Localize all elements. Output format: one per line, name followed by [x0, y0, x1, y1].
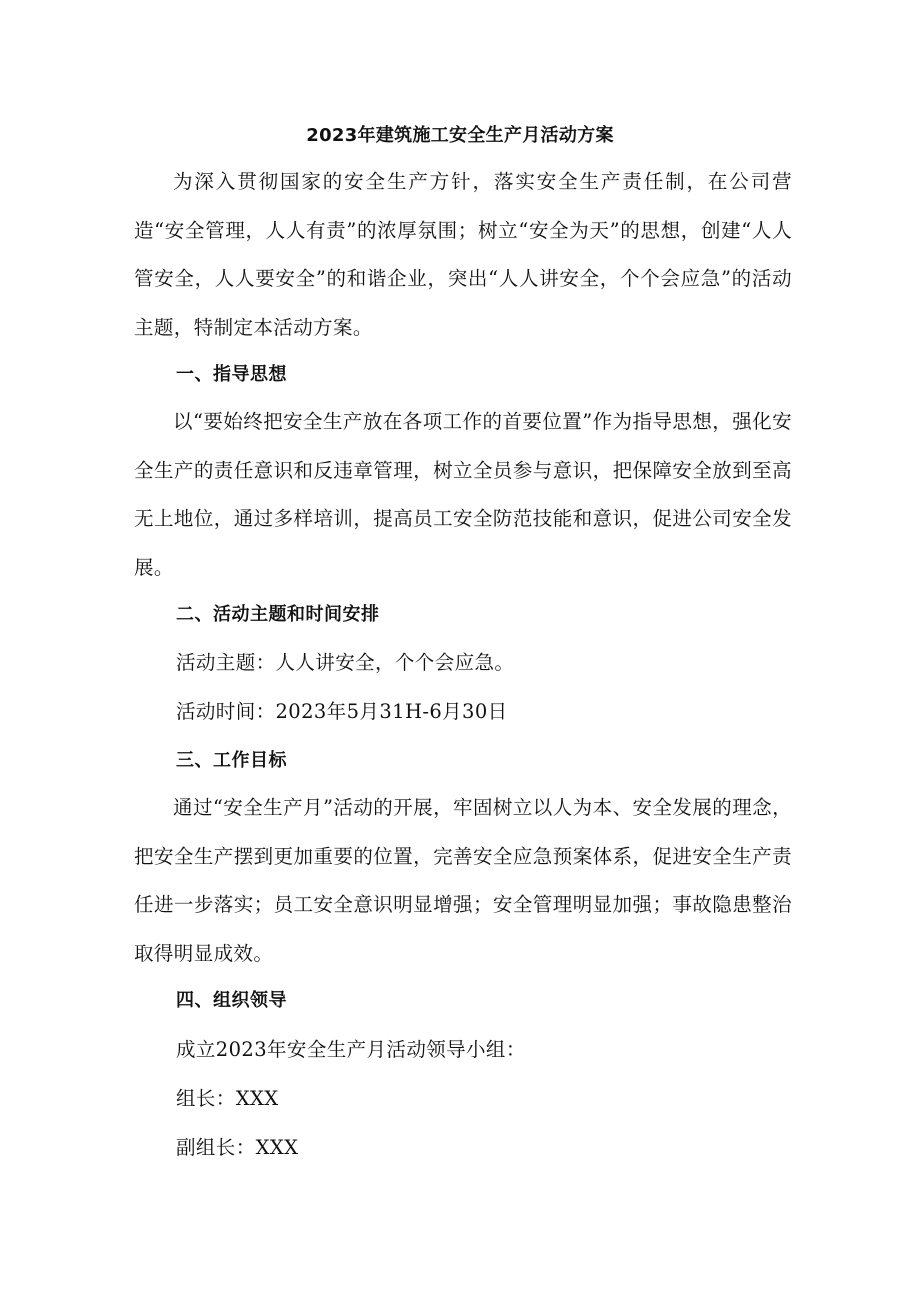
- section-heading-theme-schedule: 二、活动主题和时间安排: [176, 604, 380, 625]
- work-goals-paragraph: 通过“安全生产月”活动的开展，牢固树立以人为本、安全发展的理念，把安全生产摆到更加重要的位置，完善安全应急预案体系，促进安全生产责任进一步落实；员工安全意识明显增强；安全管理明显加强；事故隐患整治取得明显成效。: [134, 796, 792, 965]
- activity-time-line: 活动时间：2023年5月31H-6月30日: [176, 700, 508, 723]
- leadership-group-line: 成立2023年安全生产月活动领导小组：: [176, 1038, 526, 1061]
- document-title: 2023年建筑施工安全生产月活动方案: [306, 125, 614, 146]
- section-heading-organization: 四、组织领导: [176, 990, 287, 1011]
- intro-paragraph: 为深入贯彻国家的安全生产方针，落实安全生产责任制，在公司营造“安全管理，人人有责”的浓厚氛围；树立“安全为天”的思想，创建“人人管安全，人人要安全”的和谐企业，突出“人人讲安全，个个会应急”的活动主题，特制定本活动方案。: [134, 170, 792, 339]
- section-heading-work-goals: 三、工作目标: [176, 750, 287, 771]
- activity-theme-line: 活动主题：人人讲安全，个个会应急。: [176, 651, 515, 674]
- deputy-leader-line: 副组长：XXX: [176, 1136, 299, 1159]
- guiding-thought-paragraph: 以“要始终把安全生产放在各项工作的首要位置”作为指导思想，强化安全生产的责任意识和反违章管理，树立全员参与意识，把保障安全放到至高无上地位，通过多样培训，提高员工安全防范技能和意识，促进公司安全发展。: [134, 410, 792, 579]
- section-heading-guiding-thought: 一、指导思想: [176, 364, 287, 385]
- group-leader-line: 组长：XXX: [176, 1087, 279, 1110]
